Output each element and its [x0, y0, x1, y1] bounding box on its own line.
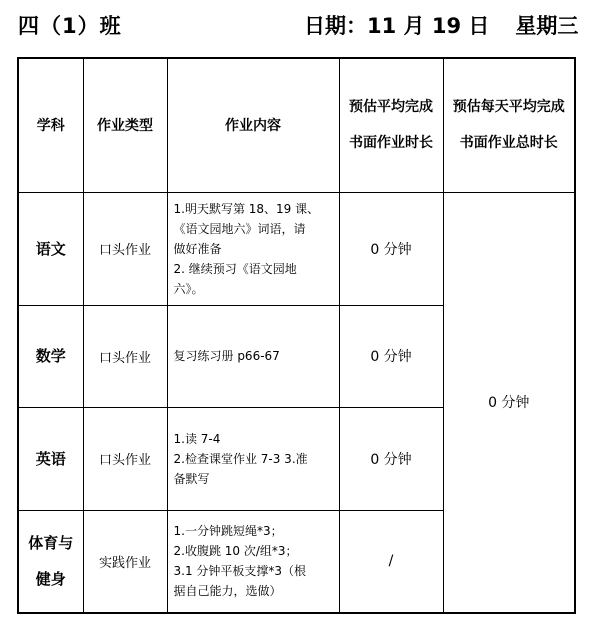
- content-cell: [167, 510, 339, 613]
- content-line: 2. 继续预习《语文园地: [173, 261, 297, 276]
- type-cell: 口头作业: [83, 192, 167, 305]
- content-line: 据自己能力，选做）: [173, 584, 282, 599]
- duration-cell: 0 分钟: [339, 407, 443, 510]
- content-line: 1.明天默写第 18、19 课、: [173, 201, 320, 216]
- subject-cell: 体育与健身: [18, 510, 83, 613]
- content-cell: [167, 407, 339, 510]
- content-line: 复习练习册 p66-67: [173, 349, 280, 363]
- duration-cell: /: [339, 510, 443, 613]
- subject-cell: 语文: [18, 192, 83, 305]
- column-header-subject: 学科: [18, 58, 83, 192]
- content-line: 2.检查课堂作业 7-3 3.准: [173, 451, 308, 466]
- content-line: 1.一分钟跳短绳*3；: [173, 524, 283, 539]
- content-line: 《语文园地六》词语，请: [173, 221, 306, 236]
- type-cell: 口头作业: [83, 407, 167, 510]
- weekday-text: 星期三: [515, 14, 579, 38]
- content-line: 备默写: [173, 471, 210, 486]
- subject-cell: 数学: [18, 305, 83, 407]
- subject-cell: 英语: [18, 407, 83, 510]
- column-header-type: 作业类型: [83, 58, 167, 192]
- column-header-avg-duration: 预估平均完成书面作业时长: [339, 58, 443, 192]
- class-name: 四（1）班: [18, 14, 122, 38]
- table-header-row: [18, 58, 575, 192]
- content-line: 3.1 分钟平板支撑*3（根: [173, 564, 307, 579]
- date-line: [304, 10, 578, 40]
- duration-cell: 0 分钟: [339, 305, 443, 407]
- duration-cell: 0 分钟: [339, 192, 443, 305]
- content-line: 1.读 7-4: [173, 431, 221, 446]
- type-cell: 口头作业: [83, 305, 167, 407]
- content-line: 2.收腹跳 10 次/组*3；: [173, 544, 298, 559]
- total-duration-cell: 0 分钟: [443, 192, 575, 613]
- content-line: 六》。: [173, 281, 204, 296]
- date-text: 日期：11 月 19 日: [304, 14, 490, 38]
- page-header: [18, 10, 579, 44]
- type-cell: 实践作业: [83, 510, 167, 613]
- content-line: 做好准备: [173, 241, 222, 256]
- column-header-total-duration: 预估每天平均完成书面作业总时长: [443, 58, 575, 192]
- content-cell: [167, 192, 339, 305]
- content-cell: [167, 305, 339, 407]
- column-header-content: 作业内容: [167, 58, 339, 192]
- table-row: [18, 192, 575, 305]
- homework-table: [17, 57, 576, 614]
